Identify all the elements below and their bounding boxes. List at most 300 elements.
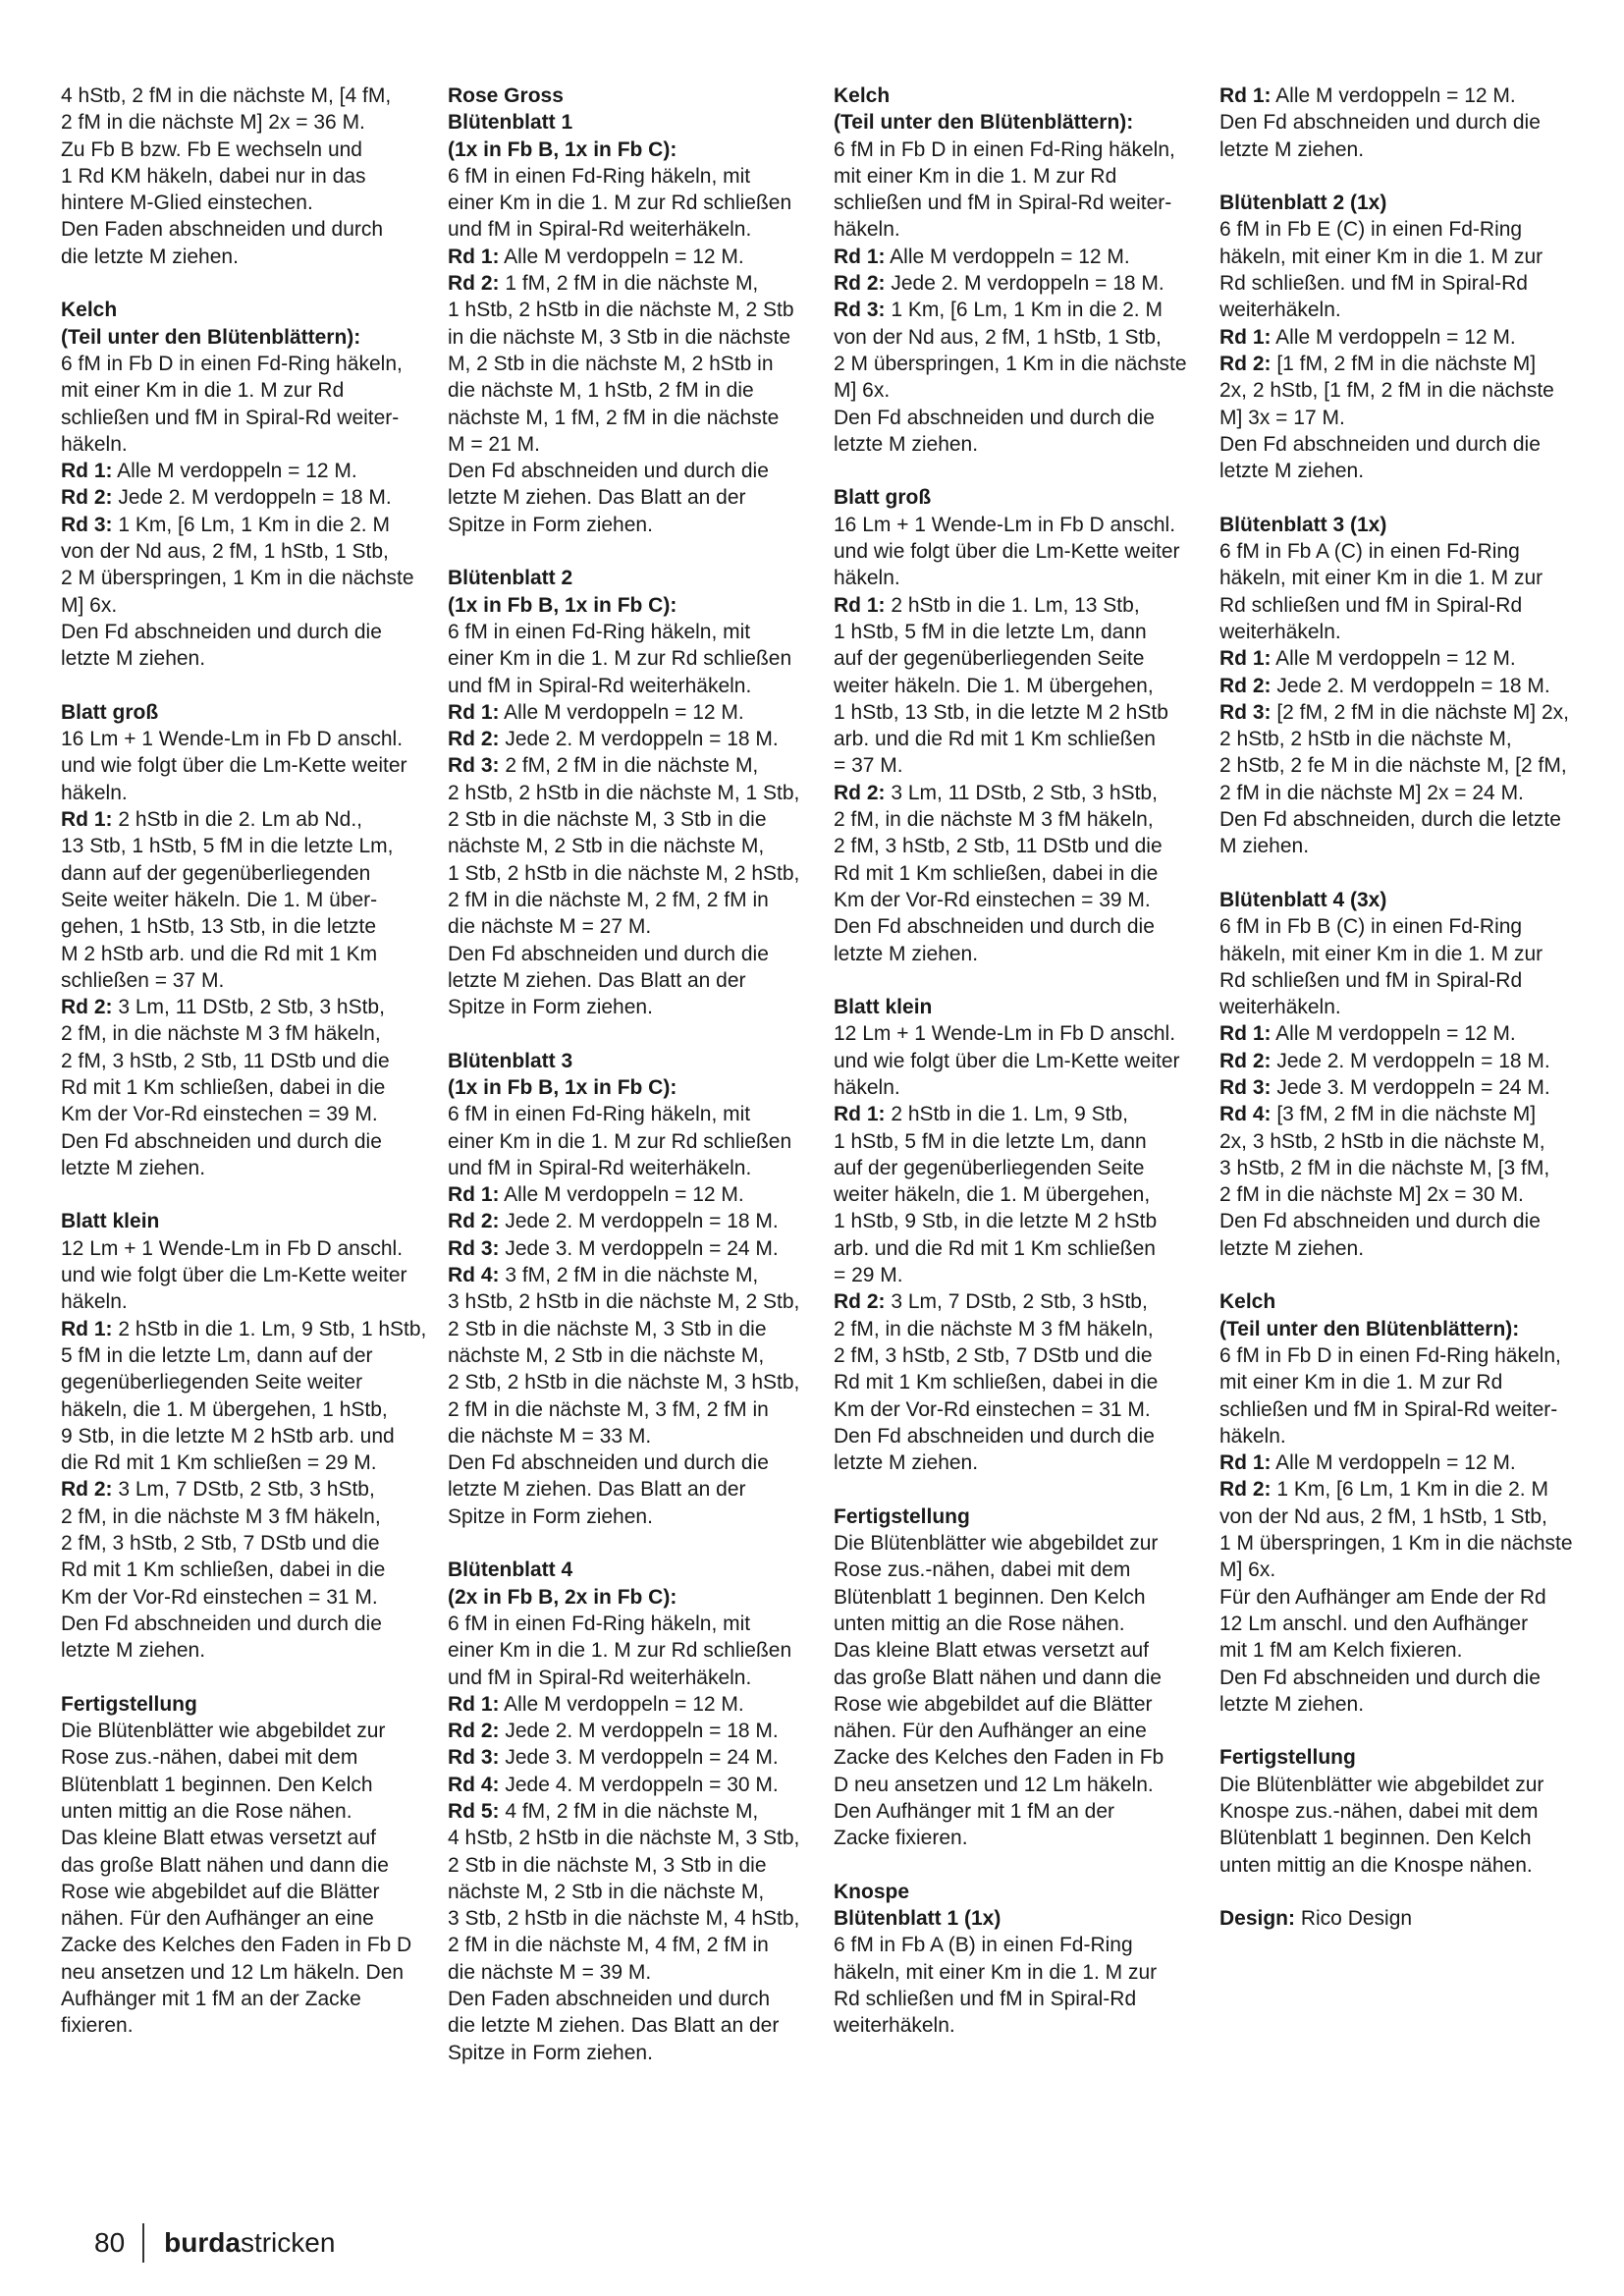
text-line: letzte M ziehen. Das Blatt an der — [448, 1478, 746, 1502]
text-line: 9 Stb, in die letzte M 2 hStb arb. und — [61, 1424, 395, 1448]
text-line: 6 fM in Fb D in einen Fd-Ring häkeln, — [1219, 1343, 1561, 1367]
text-line: Rd schließen und fM in Spiral-Rd — [1219, 593, 1523, 617]
text-line: Für den Aufhänger am Ende der Rd — [1219, 1585, 1546, 1609]
section-heading: Kelch — [61, 299, 118, 322]
instruction-section — [1219, 190, 1588, 484]
text-line: hintere M-Glied einstechen. — [61, 191, 313, 215]
text-line: Rose zus.-nähen, dabei mit dem — [834, 1558, 1131, 1582]
text-line: Den Fd abschneiden und durch die — [61, 1129, 382, 1153]
text-line: Rd 1: Alle M verdoppeln = 12 M. — [1219, 1022, 1516, 1046]
text-line: letzte M ziehen. — [61, 1639, 206, 1663]
text-line: 12 Lm + 1 Wende-Lm in Fb D anschl. — [834, 1022, 1176, 1046]
instruction-section — [61, 297, 429, 672]
text-line: Rd 3: 1 Km, [6 Lm, 1 Km in die 2. M — [834, 299, 1163, 322]
text-line: Den Fd abschneiden und durch die — [448, 460, 769, 483]
text-line: Rd 1: Alle M verdoppeln = 12 M. — [1219, 1451, 1516, 1475]
text-line: = 37 M. — [834, 754, 903, 778]
text-line: M] 6x. — [1219, 1558, 1276, 1582]
text-line: Design: Rico Design — [1219, 1907, 1413, 1931]
text-line: Rd 3: Jede 3. M verdoppeln = 24 M. — [1219, 1075, 1550, 1099]
section-heading: Blütenblatt 2 — [448, 567, 573, 590]
text-line: 5 fM in die letzte Lm, dann auf der — [61, 1343, 373, 1367]
text-line: häkeln, mit einer Km in die 1. M zur — [834, 1960, 1158, 1984]
text-line: weiterhäkeln. — [834, 2014, 955, 2038]
instruction-section — [448, 565, 816, 1020]
text-line: das große Blatt nähen und dann die — [834, 1666, 1162, 1689]
text-line: Rd 1: Alle M verdoppeln = 12 M. — [1219, 647, 1516, 671]
instruction-section — [61, 1208, 429, 1664]
text-line: 4 hStb, 2 hStb in die nächste M, 3 Stb, — [448, 1827, 800, 1850]
text-line: Rd mit 1 Km schließen, dabei in die — [61, 1075, 386, 1099]
text-line: Rd schließen und fM in Spiral-Rd — [1219, 968, 1523, 992]
text-line: Rd mit 1 Km schließen, dabei in die — [61, 1558, 386, 1582]
text-line: mit einer Km in die 1. M zur Rd — [834, 164, 1117, 188]
text-line: Rd 3: Jede 3. M verdoppeln = 24 M. — [448, 1746, 779, 1770]
text-line: unten mittig an die Knospe nähen. — [1219, 1853, 1533, 1877]
text-line: häkeln. — [834, 218, 900, 242]
text-line: 2 fM in die nächste M] 2x = 36 M. — [61, 111, 365, 135]
text-line: Rd 3: Jede 3. M verdoppeln = 24 M. — [448, 1236, 779, 1260]
text-line: Rd mit 1 Km schließen, dabei in die — [834, 861, 1159, 885]
text-line: Den Fd abschneiden und durch die — [1219, 1210, 1541, 1233]
text-line: Rd 1: Alle M verdoppeln = 12 M. — [448, 1183, 744, 1207]
instruction-section — [1219, 887, 1588, 1262]
text-line: Rd 2: 3 Lm, 11 DStb, 2 Stb, 3 hStb, — [834, 781, 1158, 804]
text-line: Rose wie abgebildet auf die Blätter — [61, 1880, 380, 1903]
magazine-brand — [164, 2227, 335, 2259]
text-line: Rd 1: Alle M verdoppeln = 12 M. — [1219, 325, 1516, 349]
text-line: Km der Vor-Rd einstechen = 31 M. — [61, 1585, 378, 1609]
page-footer — [94, 2223, 335, 2263]
text-line: von der Nd aus, 2 fM, 1 hStb, 1 Stb, — [61, 540, 389, 564]
text-line: 1 hStb, 5 fM in die letzte Lm, dann — [834, 1129, 1147, 1153]
instruction-section — [1219, 1288, 1588, 1718]
text-line: auf der gegenüberliegenden Seite — [834, 647, 1145, 671]
text-line: Blütenblatt 1 beginnen. Den Kelch — [834, 1585, 1146, 1609]
section-heading: (1x in Fb B, 1x in Fb C): — [448, 137, 677, 161]
text-line: 2 Stb in die nächste M, 3 Stb in die — [448, 1317, 767, 1340]
text-line: 16 Lm + 1 Wende-Lm in Fb D anschl. — [61, 728, 404, 751]
text-line: Die Blütenblätter wie abgebildet zur — [1219, 1773, 1544, 1796]
text-line: Den Faden abschneiden und durch — [448, 1988, 771, 2011]
text-line: 2 M überspringen, 1 Km in die nächste — [61, 567, 414, 590]
text-line: Km der Vor-Rd einstechen = 39 M. — [61, 1103, 378, 1126]
text-line: 2 fM in die nächste M, 4 fM, 2 fM in — [448, 1934, 769, 1957]
text-line: Blütenblatt 1 beginnen. Den Kelch — [1219, 1827, 1532, 1850]
text-line: letzte M ziehen. — [834, 432, 979, 456]
instruction-section — [834, 82, 1202, 458]
text-line: 2x, 3 hStb, 2 hStb in die nächste M, — [1219, 1129, 1545, 1153]
text-line: und fM in Spiral-Rd weiterhäkeln. — [448, 218, 752, 242]
text-line: 6 fM in Fb A (B) in einen Fd-Ring — [834, 1934, 1133, 1957]
brand-bold-part: burda — [164, 2227, 241, 2258]
text-line: Rd 1: Alle M verdoppeln = 12 M. — [448, 700, 744, 724]
text-line: Aufhänger mit 1 fM an der Zacke — [61, 1988, 361, 2011]
text-line: Rd 2: Jede 2. M verdoppeln = 18 M. — [1219, 674, 1550, 697]
text-line: 2 fM, 3 hStb, 2 Stb, 7 DStb und die — [834, 1343, 1153, 1367]
text-line: Rd 2: Jede 2. M verdoppeln = 18 M. — [61, 486, 392, 510]
text-line: häkeln. — [834, 567, 900, 590]
text-line: 6 fM in Fb D in einen Fd-Ring häkeln, — [834, 137, 1175, 161]
text-line: Rd 5: 4 fM, 2 fM in die nächste M, — [448, 1800, 759, 1823]
section-heading: (Teil unter den Blütenblättern): — [1219, 1317, 1520, 1340]
text-line: Den Fd abschneiden und durch die — [61, 620, 382, 643]
section-heading: Blütenblatt 1 — [448, 111, 573, 135]
text-line: Rd 1: 2 hStb in die 1. Lm, 13 Stb, — [834, 593, 1140, 617]
text-line: Seite weiter häkeln. Die 1. M über- — [61, 888, 378, 911]
text-line: M, 2 Stb in die nächste M, 2 hStb in — [448, 352, 774, 375]
text-line: Den Fd abschneiden und durch die — [448, 942, 769, 965]
text-line: 1 hStb, 5 fM in die letzte Lm, dann — [834, 620, 1147, 643]
text-line: D neu ansetzen und 12 Lm häkeln. — [834, 1773, 1154, 1796]
text-line: Rd 1: Alle M verdoppeln = 12 M. — [448, 1692, 744, 1716]
text-line: 3 Stb, 2 hStb in die nächste M, 4 hStb, — [448, 1907, 800, 1931]
section-heading: Kelch — [1219, 1290, 1276, 1314]
text-line: Den Fd abschneiden und durch die — [834, 406, 1155, 429]
text-line: 2 fM, in die nächste M 3 fM häkeln, — [61, 1504, 381, 1528]
instruction-section — [61, 699, 429, 1181]
text-line: Rd 4: 3 fM, 2 fM in die nächste M, — [448, 1264, 759, 1287]
text-line: Den Fd abschneiden, durch die letzte — [1219, 808, 1561, 832]
text-line: nähen. Für den Aufhänger an eine — [834, 1720, 1147, 1743]
text-line: 13 Stb, 1 hStb, 5 fM in die letzte Lm, — [61, 835, 394, 858]
text-line: arb. und die Rd mit 1 Km schließen — [834, 728, 1156, 751]
text-line: 12 Lm + 1 Wende-Lm in Fb D anschl. — [61, 1236, 404, 1260]
section-heading: Fertigstellung — [61, 1692, 197, 1716]
page-number: 80 — [94, 2227, 126, 2258]
instruction-section — [834, 994, 1202, 1476]
text-line: M 2 hStb arb. und die Rd mit 1 Km — [61, 942, 378, 965]
text-line: 4 hStb, 2 fM in die nächste M, [4 fM, — [61, 84, 392, 107]
text-line: letzte M ziehen. Das Blatt an der — [448, 968, 746, 992]
instruction-section — [1219, 1744, 1588, 1878]
text-line: 2 fM in die nächste M] 2x = 30 M. — [1219, 1183, 1524, 1207]
text-line: die nächste M = 39 M. — [448, 1960, 652, 1984]
text-line: 2 fM in die nächste M] 2x = 24 M. — [1219, 781, 1524, 804]
text-line: die nächste M = 27 M. — [448, 915, 652, 939]
text-line: häkeln, die 1. M übergehen, 1 hStb, — [61, 1397, 388, 1421]
text-line: mit einer Km in die 1. M zur Rd — [1219, 1371, 1503, 1394]
text-line: und wie folgt über die Lm-Kette weiter — [834, 1049, 1180, 1072]
text-line: letzte M ziehen. Das Blatt an der — [448, 486, 746, 510]
text-line: M] 6x. — [61, 593, 118, 617]
text-line: 2 Stb, 2 hStb in die nächste M, 3 hStb, — [448, 1371, 800, 1394]
text-line: letzte M ziehen. — [1219, 460, 1365, 483]
text-line: Den Aufhänger mit 1 fM an der — [834, 1800, 1114, 1823]
text-line: 6 fM in Fb E (C) in einen Fd-Ring — [1219, 218, 1523, 242]
text-line: häkeln, mit einer Km in die 1. M zur — [1219, 567, 1543, 590]
text-line: neu ansetzen und 12 Lm häkeln. Den — [61, 1960, 405, 1984]
text-line: Rd 2: Jede 2. M verdoppeln = 18 M. — [448, 1210, 779, 1233]
text-line: M ziehen. — [1219, 835, 1310, 858]
text-line: schließen = 37 M. — [61, 968, 225, 992]
instruction-section — [61, 1691, 429, 2040]
text-line: 2x, 2 hStb, [1 fM, 2 fM in die nächste — [1219, 379, 1554, 403]
text-line: Rd 1: Alle M verdoppeln = 12 M. — [448, 245, 744, 268]
text-line: Den Fd abschneiden und durch die — [1219, 432, 1541, 456]
text-line: und fM in Spiral-Rd weiterhäkeln. — [448, 674, 752, 697]
text-line: Den Fd abschneiden und durch die — [1219, 111, 1541, 135]
text-line: Km der Vor-Rd einstechen = 31 M. — [834, 1397, 1151, 1421]
text-line: und fM in Spiral-Rd weiterhäkeln. — [448, 1156, 752, 1179]
text-line: Spitze in Form ziehen. — [448, 1504, 653, 1528]
text-line: 1 M überspringen, 1 Km in die nächste — [1219, 1532, 1573, 1556]
text-line: 2 fM, in die nächste M 3 fM häkeln, — [61, 1022, 381, 1046]
text-line: die Rd mit 1 Km schließen = 29 M. — [61, 1451, 377, 1475]
text-line: nächste M, 2 Stb in die nächste M, — [448, 835, 765, 858]
text-line: und wie folgt über die Lm-Kette weiter — [61, 754, 407, 778]
text-line: 3 hStb, 2 hStb in die nächste M, 2 Stb, — [448, 1290, 800, 1314]
text-line: die letzte M ziehen. Das Blatt an der — [448, 2014, 780, 2038]
text-line: Rd 2: 1 Km, [6 Lm, 1 Km in die 2. M — [1219, 1478, 1548, 1502]
text-line: 2 fM, in die nächste M 3 fM häkeln, — [834, 808, 1154, 832]
text-line: 2 M überspringen, 1 Km in die nächste — [834, 352, 1187, 375]
section-heading: Blatt klein — [61, 1210, 160, 1233]
text-line: 2 hStb, 2 hStb in die nächste M, 1 Stb, — [448, 781, 800, 804]
text-line: schließen und fM in Spiral-Rd weiter- — [61, 406, 400, 429]
instruction-section — [448, 1557, 816, 2066]
text-line: in die nächste M, 3 Stb in die nächste — [448, 325, 791, 349]
text-line: Zu Fb B bzw. Fb E wechseln und — [61, 137, 362, 161]
section-heading: Blütenblatt 2 (1x) — [1219, 191, 1387, 215]
text-line: auf der gegenüberliegenden Seite — [834, 1156, 1145, 1179]
text-line: mit einer Km in die 1. M zur Rd — [61, 379, 345, 403]
text-line: 6 fM in einen Fd-Ring häkeln, mit — [448, 1103, 751, 1126]
text-line: gehen, 1 hStb, 13 Stb, in die letzte — [61, 915, 377, 939]
column-1 — [61, 82, 429, 2066]
text-line: Rd 2: 3 Lm, 7 DStb, 2 Stb, 3 hStb, — [834, 1290, 1148, 1314]
section-heading: Blütenblatt 3 (1x) — [1219, 513, 1387, 536]
text-line: häkeln. — [834, 1075, 900, 1099]
text-line: Km der Vor-Rd einstechen = 39 M. — [834, 888, 1151, 911]
text-line: Den Fd abschneiden und durch die — [61, 1612, 382, 1635]
text-line: 6 fM in einen Fd-Ring häkeln, mit — [448, 164, 751, 188]
text-line: Rd 2: Jede 2. M verdoppeln = 18 M. — [1219, 1049, 1550, 1072]
text-line: Blütenblatt 1 beginnen. Den Kelch — [61, 1773, 373, 1796]
section-heading: Fertigstellung — [834, 1504, 970, 1528]
text-line: Rd 2: Jede 2. M verdoppeln = 18 M. — [834, 272, 1164, 296]
text-line: häkeln. — [61, 1290, 128, 1314]
text-line: und wie folgt über die Lm-Kette weiter — [61, 1264, 407, 1287]
text-line: Rd schließen und fM in Spiral-Rd — [834, 1988, 1137, 2011]
text-line: die nächste M, 1 hStb, 2 fM in die — [448, 379, 754, 403]
text-line: letzte M ziehen. — [61, 647, 206, 671]
text-line: mit 1 fM am Kelch fixieren. — [1219, 1639, 1463, 1663]
text-line: 2 hStb, 2 fe M in die nächste M, [2 fM, — [1219, 754, 1567, 778]
text-line: Rd schließen. und fM in Spiral-Rd — [1219, 272, 1528, 296]
text-line: letzte M ziehen. — [1219, 137, 1365, 161]
instruction-section — [448, 82, 816, 538]
text-line: Knospe zus.-nähen, dabei mit dem — [1219, 1800, 1539, 1823]
text-line: 1 Rd KM häkeln, dabei nur in das — [61, 164, 366, 188]
section-heading: Blütenblatt 1 (1x) — [834, 1907, 1001, 1931]
text-line: Die Blütenblätter wie abgebildet zur — [834, 1532, 1159, 1556]
text-line: weiterhäkeln. — [1219, 996, 1341, 1019]
text-line: 16 Lm + 1 Wende-Lm in Fb D anschl. — [834, 513, 1176, 536]
text-line: Rd 1: Alle M verdoppeln = 12 M. — [1219, 84, 1516, 107]
instruction-section — [1219, 1905, 1588, 1932]
text-line: Rose wie abgebildet auf die Blätter — [834, 1692, 1153, 1716]
text-line: Rd 1: Alle M verdoppeln = 12 M. — [834, 245, 1130, 268]
text-line: 2 Stb in die nächste M, 3 Stb in die — [448, 1853, 767, 1877]
text-line: 1 hStb, 2 hStb in die nächste M, 2 Stb — [448, 299, 794, 322]
text-line: letzte M ziehen. — [61, 1156, 206, 1179]
instruction-section — [61, 82, 429, 270]
text-line: nächste M, 2 Stb in die nächste M, — [448, 1880, 765, 1903]
text-line: die letzte M ziehen. — [61, 245, 239, 268]
section-heading: Blatt groß — [834, 486, 932, 510]
text-line: letzte M ziehen. — [834, 942, 979, 965]
text-line: Zacke fixieren. — [834, 1827, 968, 1850]
text-line: das große Blatt nähen und dann die — [61, 1853, 389, 1877]
text-line: weiterhäkeln. — [1219, 620, 1341, 643]
text-line: Das kleine Blatt etwas versetzt auf — [61, 1827, 376, 1850]
text-line: 1 Stb, 2 hStb in die nächste M, 2 hStb, — [448, 861, 800, 885]
text-line: 6 fM in Fb A (C) in einen Fd-Ring — [1219, 540, 1520, 564]
text-line: Rd 2: Jede 2. M verdoppeln = 18 M. — [448, 1720, 779, 1743]
text-line: Rd 3: 2 fM, 2 fM in die nächste M, — [448, 754, 759, 778]
instruction-section — [448, 1048, 816, 1530]
text-line: häkeln. — [1219, 1424, 1286, 1448]
text-line: unten mittig an die Rose nähen. — [834, 1612, 1125, 1635]
brand-regular-part: stricken — [240, 2227, 336, 2258]
text-line: einer Km in die 1. M zur Rd schließen — [448, 191, 792, 215]
text-line: weiterhäkeln. — [1219, 299, 1341, 322]
footer-divider — [142, 2223, 144, 2263]
text-line: letzte M ziehen. — [834, 1451, 979, 1475]
text-line: gegenüberliegenden Seite weiter — [61, 1371, 363, 1394]
text-line: 3 hStb, 2 fM in die nächste M, [3 fM, — [1219, 1156, 1550, 1179]
text-line: dann auf der gegenüberliegenden — [61, 861, 371, 885]
text-line: Spitze in Form ziehen. — [448, 513, 653, 536]
text-line: Rd 2: 3 Lm, 7 DStb, 2 Stb, 3 hStb, — [61, 1478, 375, 1502]
text-line: Zacke des Kelches den Faden in Fb D — [61, 1934, 412, 1957]
text-line: Rd 2: 1 fM, 2 fM in die nächste M, — [448, 272, 759, 296]
section-heading: Blütenblatt 4 — [448, 1558, 573, 1582]
text-line: Rd 2: [1 fM, 2 fM in die nächste M] — [1219, 352, 1537, 375]
text-line: 2 fM, 3 hStb, 2 Stb, 11 DStb und die — [61, 1049, 390, 1072]
text-line: 2 fM in die nächste M, 3 fM, 2 fM in — [448, 1397, 769, 1421]
text-line: 2 hStb, 2 hStb in die nächste M, — [1219, 728, 1512, 751]
text-line: Rd 1: 2 hStb in die 1. Lm, 9 Stb, — [834, 1103, 1128, 1126]
text-line: 2 fM, 3 hStb, 2 Stb, 7 DStb und die — [61, 1532, 380, 1556]
section-heading: Blütenblatt 4 (3x) — [1219, 888, 1387, 911]
instruction-section — [834, 1503, 1202, 1852]
text-line: von der Nd aus, 2 fM, 1 hStb, 1 Stb, — [834, 325, 1162, 349]
text-line: Rd 2: 3 Lm, 11 DStb, 2 Stb, 3 hStb, — [61, 996, 385, 1019]
text-line: von der Nd aus, 2 fM, 1 hStb, 1 Stb, — [1219, 1504, 1547, 1528]
section-heading: (Teil unter den Blütenblättern): — [61, 325, 361, 349]
text-line: 6 fM in Fb B (C) in einen Fd-Ring — [1219, 915, 1523, 939]
text-line: und wie folgt über die Lm-Kette weiter — [834, 540, 1180, 564]
text-line: einer Km in die 1. M zur Rd schließen — [448, 1129, 792, 1153]
text-line: einer Km in die 1. M zur Rd schließen — [448, 647, 792, 671]
text-line: weiter häkeln, die 1. M übergehen, — [834, 1183, 1151, 1207]
text-line: die nächste M = 33 M. — [448, 1424, 652, 1448]
text-line: M] 6x. — [834, 379, 891, 403]
section-heading: (1x in Fb B, 1x in Fb C): — [448, 1075, 677, 1099]
text-line: Den Fd abschneiden und durch die — [1219, 1666, 1541, 1689]
section-heading: (1x in Fb B, 1x in Fb C): — [448, 593, 677, 617]
section-heading: (2x in Fb B, 2x in Fb C): — [448, 1585, 677, 1609]
text-line: Den Fd abschneiden und durch die — [448, 1451, 769, 1475]
text-line: Das kleine Blatt etwas versetzt auf — [834, 1639, 1149, 1663]
text-line: Rose zus.-nähen, dabei mit dem — [61, 1746, 358, 1770]
text-line: Rd 4: Jede 4. M verdoppeln = 30 M. — [448, 1773, 779, 1796]
text-line: nähen. Für den Aufhänger an eine — [61, 1907, 374, 1931]
text-line: Den Faden abschneiden und durch — [61, 218, 384, 242]
instruction-section — [1219, 512, 1588, 860]
text-line: Rd 3: [2 fM, 2 fM in die nächste M] 2x, — [1219, 700, 1569, 724]
column-2 — [448, 82, 816, 2093]
text-line: und fM in Spiral-Rd weiterhäkeln. — [448, 1666, 752, 1689]
text-line: einer Km in die 1. M zur Rd schließen — [448, 1639, 792, 1663]
text-line: M] 3x = 17 M. — [1219, 406, 1345, 429]
text-line: fixieren. — [61, 2014, 134, 2038]
section-heading: Blatt klein — [834, 996, 933, 1019]
text-line: Den Fd abschneiden und durch die — [834, 1424, 1155, 1448]
text-line: häkeln. — [61, 781, 128, 804]
text-line: Rd 3: 1 Km, [6 Lm, 1 Km in die 2. M — [61, 513, 390, 536]
text-line: 6 fM in Fb D in einen Fd-Ring häkeln, — [61, 352, 403, 375]
text-line: 1 hStb, 13 Stb, in die letzte M 2 hStb — [834, 700, 1168, 724]
text-line: häkeln. — [61, 432, 128, 456]
text-line: nächste M, 2 Stb in die nächste M, — [448, 1343, 765, 1367]
text-line: 2 fM in die nächste M, 2 fM, 2 fM in — [448, 888, 769, 911]
section-heading: Kelch — [834, 84, 891, 107]
text-line: letzte M ziehen. — [1219, 1692, 1365, 1716]
text-line: 6 fM in einen Fd-Ring häkeln, mit — [448, 620, 751, 643]
instruction-section — [1219, 82, 1588, 163]
text-line: 2 fM, 3 hStb, 2 Stb, 11 DStb und die — [834, 835, 1163, 858]
text-line: letzte M ziehen. — [1219, 1236, 1365, 1260]
section-heading: Fertigstellung — [1219, 1746, 1356, 1770]
text-line: = 29 M. — [834, 1264, 903, 1287]
text-line: Rd mit 1 Km schließen, dabei in die — [834, 1371, 1159, 1394]
column-3 — [834, 82, 1202, 2066]
text-line: häkeln, mit einer Km in die 1. M zur — [1219, 942, 1543, 965]
text-line: M = 21 M. — [448, 432, 540, 456]
text-line: Rd 1: 2 hStb in die 2. Lm ab Nd., — [61, 808, 362, 832]
text-line: Die Blütenblätter wie abgebildet zur — [61, 1720, 386, 1743]
text-line: arb. und die Rd mit 1 Km schließen — [834, 1236, 1156, 1260]
text-line: Den Fd abschneiden und durch die — [834, 915, 1155, 939]
text-line: nächste M, 1 fM, 2 fM in die nächste — [448, 406, 780, 429]
section-heading: Rose Gross — [448, 84, 564, 107]
text-line: schließen und fM in Spiral-Rd weiter- — [834, 191, 1172, 215]
text-line: weiter häkeln. Die 1. M übergehen, — [834, 674, 1154, 697]
text-line: Rd 2: Jede 2. M verdoppeln = 18 M. — [448, 728, 779, 751]
section-heading: Blatt groß — [61, 700, 159, 724]
text-line: unten mittig an die Rose nähen. — [61, 1800, 352, 1823]
text-line: 12 Lm anschl. und den Aufhänger — [1219, 1612, 1529, 1635]
text-line: 2 fM, in die nächste M 3 fM häkeln, — [834, 1317, 1154, 1340]
column-4 — [1219, 82, 1588, 1959]
text-line: Zacke des Kelches den Faden in Fb — [834, 1746, 1164, 1770]
text-line: 1 hStb, 9 Stb, in die letzte M 2 hStb — [834, 1210, 1158, 1233]
text-line: schließen und fM in Spiral-Rd weiter- — [1219, 1397, 1558, 1421]
instruction-section — [834, 1879, 1202, 2040]
section-heading: (Teil unter den Blütenblättern): — [834, 111, 1134, 135]
text-line: Spitze in Form ziehen. — [448, 996, 653, 1019]
section-heading: Blütenblatt 3 — [448, 1049, 573, 1072]
text-line: Rd 1: Alle M verdoppeln = 12 M. — [61, 460, 357, 483]
text-line: Spitze in Form ziehen. — [448, 2041, 653, 2064]
text-line: 2 Stb in die nächste M, 3 Stb in die — [448, 808, 767, 832]
text-line: häkeln, mit einer Km in die 1. M zur — [1219, 245, 1543, 268]
text-line: Rd 4: [3 fM, 2 fM in die nächste M] — [1219, 1103, 1537, 1126]
instruction-section — [834, 484, 1202, 966]
